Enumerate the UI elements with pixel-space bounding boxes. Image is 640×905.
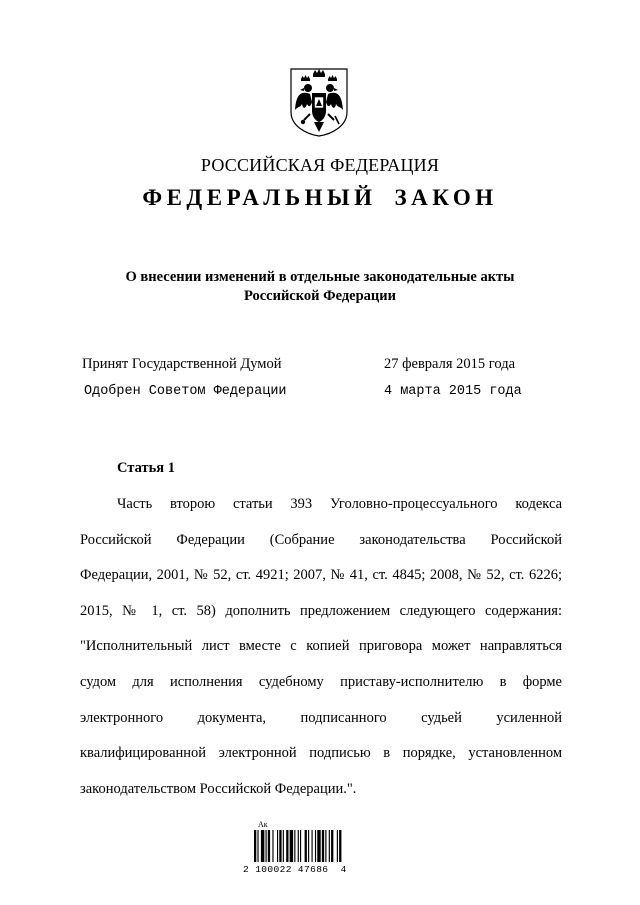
article-body [80,487,562,807]
article-line: судом для исполнения судебному приставу-исполнителю в форме [80,673,562,690]
article-line: законодательством Российской Федерации.". [80,780,357,797]
article-heading: Статья 1 [117,460,175,476]
article-line: 2015, № 1, ст. 58) дополнить предложением следующего содержания: [80,602,562,619]
duma-adoption-label: Принят Государственной Думой [82,356,282,372]
article-line: Часть второю статьи 393 Уголовно-процессуального кодекса [117,496,562,512]
country-name: РОССИЙСКАЯ ФЕДЕРАЦИЯ [200,155,440,175]
law-title [90,268,550,306]
article-line: Российской Федерации (Собрание законодательства Российской [80,531,562,548]
barcode-number: 2 100022 47686 4 [243,864,347,875]
barcode-mark: Ак [258,820,268,829]
document-type [0,185,640,211]
article-line: электронного документа, подписанного судьей усиленной [80,709,562,726]
article-line: квалифицированной электронной подписью в порядке, установленном [80,745,562,762]
russian-coat-of-arms-icon [286,66,352,138]
document-type-word-2: ЗАКОН [394,185,498,210]
duma-adoption-date: 27 февраля 2015 года [384,356,516,372]
law-title-line-1: О внесении изменений в отдельные законодательные акты [125,269,515,285]
council-approval-date: 4 марта 2015 года [384,384,522,399]
article-line: "Исполнительный лист вместе с копией приговора может направляться [80,638,562,655]
document-type-word-1: ФЕДЕРАЛЬНЫЙ [142,185,377,210]
article-line: Федерации, 2001, № 52, ст. 4921; 2007, № 41, ст. 4845; 2008, № 52, ст. 6226; [80,567,562,584]
law-title-line-2: Российской Федерации [243,288,396,304]
council-approval-label: Одобрен Советом Федерации [84,384,287,399]
barcode [254,830,372,862]
